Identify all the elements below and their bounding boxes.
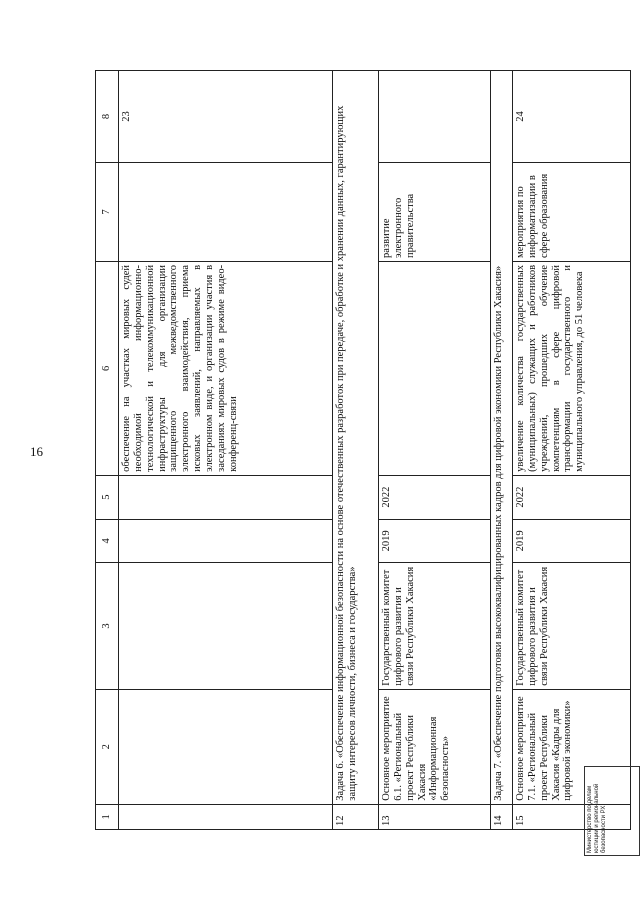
task-title: Задача 7. «Обеспечение подготовки высококвалифицированных кадров для цифровой экономики Республики Хакасия»	[491, 71, 513, 805]
cell-link: развитие электронного правительства	[379, 163, 491, 262]
cell-link: мероприятия по информатизации в сфере образования	[513, 163, 631, 262]
row-number: 14	[491, 804, 513, 829]
row-number: 13	[379, 804, 491, 829]
cell-start: 2019	[379, 519, 491, 563]
cell-executor: Государственный комитет цифрового развития и связи Республики Хакасия	[513, 563, 631, 690]
cell-event: Основное мероприятие 6.1. «Региональный проект Республики Хакасия «Информационная безопасность»	[379, 689, 491, 804]
cell-event	[119, 689, 333, 804]
cell-start	[119, 519, 333, 563]
cell-executor	[119, 563, 333, 690]
header-col-3: 3	[96, 563, 119, 690]
cell-indicator: 24	[513, 71, 631, 163]
cell-start: 2019	[513, 519, 631, 563]
task-title: Задача 6. «Обеспечение информационной безопасности на основе отечественных разработок при передаче, обработке и хранении данных, гарантирующих защиту интересов личности, бизнеса и государства»	[333, 71, 379, 805]
cell-result: обеспечение на участках мировых судей необходимой информационно-технологической и телекоммуникационной инфраструктуры для организации защищенного межведомственного электронного взаимодействия, приема исковых заявлений, направляемых в электронном виде, и организации участия в заседаниях мировых судов в режиме видео-конференц-связи	[119, 261, 333, 475]
header-col-1: 1	[96, 804, 119, 829]
registration-stamp: Министерство по делам юстиции и региональной безопасности РХ	[584, 766, 640, 856]
cell-executor: Государственный комитет цифрового развития и связи Республики Хакасия	[379, 563, 491, 690]
row-number: 15	[513, 804, 631, 829]
table-row-13	[379, 71, 491, 830]
task-row-7	[491, 71, 513, 830]
cell-end	[119, 475, 333, 519]
header-col-7: 7	[96, 163, 119, 262]
header-col-8: 8	[96, 71, 119, 163]
cell-result	[379, 261, 491, 475]
table-row-15	[513, 71, 631, 830]
cell-link	[119, 163, 333, 262]
program-table	[95, 70, 631, 830]
header-col-6: 6	[96, 261, 119, 475]
cell-end: 2022	[513, 475, 631, 519]
table-row-continued	[119, 71, 333, 830]
page-number: 16	[30, 444, 43, 459]
cell-end: 2022	[379, 475, 491, 519]
header-col-4: 4	[96, 519, 119, 563]
header-row	[96, 71, 119, 830]
cell-indicator	[379, 71, 491, 163]
cell-indicator: 23	[119, 71, 333, 163]
header-col-5: 5	[96, 475, 119, 519]
cell-result: увеличение количества государственных (муниципальных) служащих и работников учреждений, прошедших обучение компетенциям в сфере цифровой трансформации государственного и муниципального управления, до 51 человека	[513, 261, 631, 475]
cell-event: Основное мероприятие 7.1. «Региональный проект Республики Хакасия «Кадры для цифровой экономики»	[513, 689, 631, 804]
task-row-6	[333, 71, 379, 830]
row-number: 12	[333, 804, 379, 829]
header-col-2: 2	[96, 689, 119, 804]
cell-num	[119, 804, 333, 829]
